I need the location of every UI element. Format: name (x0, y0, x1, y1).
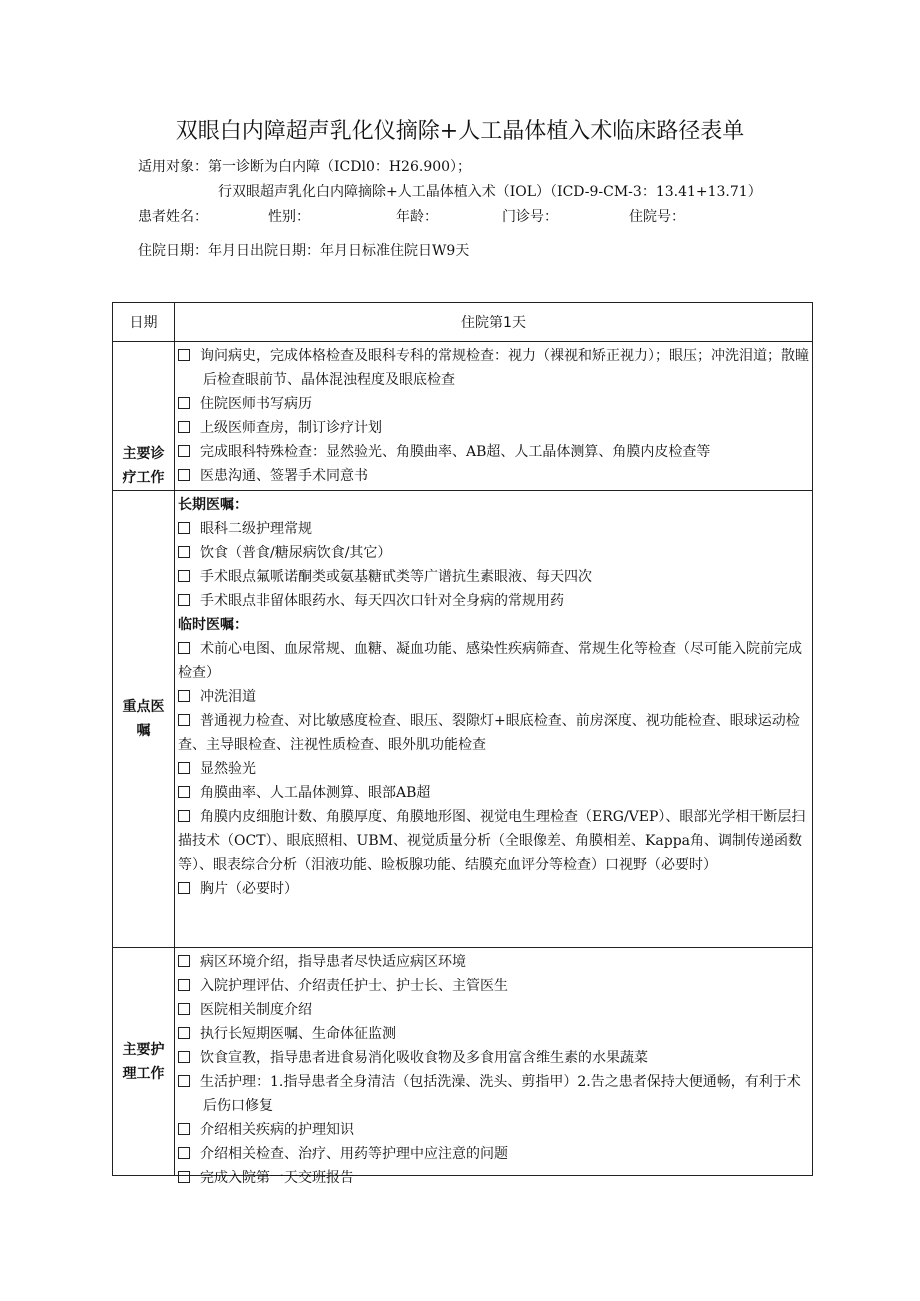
temporary-orders-heading: 临时医嘱： (178, 617, 248, 633)
checkbox-icon[interactable] (178, 546, 190, 558)
nursing-items (175, 948, 812, 1186)
admission-dates: 住院日期：年月日出院日期：年月日标准住院日W9天 (138, 243, 470, 259)
checkbox-icon[interactable] (178, 762, 190, 774)
long-term-orders-heading: 长期医嘱： (178, 497, 248, 513)
list-item: 住院医师书写病历 (178, 392, 810, 416)
list-item: 询问病史，完成体格检查及眼科专科的常规检查：视力（裸视和矫正视力）；眼压；冲洗泪道；散瞳后检查眼前节、晶体混浊程度及眼底检查 (178, 344, 810, 392)
checkbox-icon[interactable] (178, 349, 190, 361)
checkbox-icon[interactable] (178, 979, 190, 991)
list-item: 术前心电图、血尿常规、血糖、凝血功能、感染性疾病筛查、常规生化等检查（尽可能入院前完成检查） (178, 641, 802, 681)
date-column-header: 日期 (113, 303, 175, 342)
list-item: 普通视力检查、对比敏感度检查、眼压、裂隙灯+眼底检查、前房深度、视功能检查、眼球运动检查、主导眼检查、注视性质检查、眼外肌功能检查 (178, 713, 800, 753)
list-item: 介绍相关检查、治疗、用药等护理中应注意的问题 (178, 1142, 810, 1166)
applicable-procedure: 行双眼超声乳化白内障摘除+人工晶体植入术（IOL）（ICD-9-CM-3：13.41+13.71） (218, 184, 762, 200)
list-item: 显然验光 (178, 757, 810, 781)
checkbox-icon[interactable] (178, 445, 190, 457)
list-item: 饮食（普食/糖尿病饮食/其它） (178, 541, 810, 565)
list-item: 生活护理：1.指导患者全身清洁（包括洗澡、洗头、剪指甲）2.告之患者保持大便通畅，有利于术后伤口修复 (178, 1070, 810, 1118)
list-item: 手术眼点非留体眼药水、每天四次口针对全身病的常规用药 (178, 589, 810, 613)
clinical-pathway-table (112, 302, 813, 1186)
diagnosis-section-row (113, 342, 813, 491)
checkbox-icon[interactable] (178, 1147, 190, 1159)
diagnosis-section-label: 主要诊疗工作 (122, 446, 165, 486)
checkbox-icon[interactable] (178, 882, 190, 894)
list-item: 病区环境介绍，指导患者尽快适应病区环境 (178, 950, 810, 974)
list-item: 饮食宣教，指导患者进食易消化吸收食物及多食用富含维生素的水果蔬菜 (178, 1046, 810, 1070)
orders-section-label: 重点医嘱 (122, 699, 165, 739)
age-label: 年龄： (396, 209, 438, 225)
list-item: 入院护理评估、介绍责任护士、护士长、主管医生 (178, 974, 810, 998)
diagnosis-items (175, 342, 812, 490)
checkbox-icon[interactable] (178, 1051, 190, 1063)
orders-items (175, 491, 812, 903)
checkbox-icon[interactable] (178, 1027, 190, 1039)
checkbox-icon[interactable] (178, 1003, 190, 1015)
checkbox-icon[interactable] (178, 421, 190, 433)
checkbox-icon[interactable] (178, 1171, 190, 1183)
list-item: 执行长短期医嘱、生命体征监测 (178, 1022, 810, 1046)
checkbox-icon[interactable] (178, 955, 190, 967)
checkbox-icon[interactable] (178, 570, 190, 582)
orders-section-row (113, 491, 813, 948)
applicable-diagnosis: 适用对象：第一诊断为白内障（ICDl0：H26.900）； (138, 159, 472, 175)
outpatient-no-label: 门诊号： (502, 209, 558, 225)
checkbox-icon[interactable] (178, 690, 190, 702)
list-item: 完成眼科特殊检查：显然验光、角膜曲率、AB超、人工晶体测算、角膜内皮检查等 (178, 440, 810, 464)
checkbox-icon[interactable] (178, 397, 190, 409)
checkbox-icon[interactable] (178, 1123, 190, 1135)
checkbox-icon[interactable] (178, 469, 190, 481)
checkbox-icon[interactable] (178, 594, 190, 606)
list-item: 胸片（必要时） (178, 877, 810, 901)
list-item: 上级医师查房，制订诊疗计划 (178, 416, 810, 440)
list-item: 手术眼点氟哌诺酮类或氨基糖甙类等广谱抗生素眼液、每天四次 (178, 565, 810, 589)
gender-label: 性别： (268, 209, 310, 225)
checkbox-icon[interactable] (178, 810, 190, 822)
list-item: 角膜曲率、人工晶体测算、眼部AB超 (178, 781, 810, 805)
list-item: 完成入院第一天交班报告 (178, 1166, 810, 1190)
page-title: 双眼白内障超声乳化仪摘除+人工晶体植入术临床路径表单 (175, 119, 745, 144)
patient-name-label: 患者姓名： (138, 209, 208, 225)
checkbox-icon[interactable] (178, 1075, 190, 1087)
list-item: 医患沟通、签署手术同意书 (178, 464, 810, 488)
list-item: 介绍相关疾病的护理知识 (178, 1118, 810, 1142)
list-item: 角膜内皮细胞计数、角膜厚度、角膜地形图、视觉电生理检查（ERG/VEP）、眼部光学相干断层扫描技术（OCT）、眼底照相、UBM、视觉质量分析（全眼像差、角膜相差、Kappa角、调制传递函数等）、眼表综合分析（泪液功能、睑板腺功能、结膜充血评分等检查）口视野（必要时） (178, 809, 806, 873)
day-column-header: 住院第1天 (175, 303, 813, 342)
nursing-section-label: 主要护理工作 (122, 1041, 165, 1082)
table-header-row (113, 303, 813, 342)
list-item: 眼科二级护理常规 (178, 517, 810, 541)
checkbox-icon[interactable] (178, 522, 190, 534)
inpatient-no-label: 住院号： (629, 209, 685, 225)
checkbox-icon[interactable] (178, 714, 190, 726)
checkbox-icon[interactable] (178, 642, 190, 654)
nursing-section-row (113, 948, 813, 1176)
list-item: 冲洗泪道 (178, 685, 810, 709)
checkbox-icon[interactable] (178, 786, 190, 798)
list-item: 医院相关制度介绍 (178, 998, 810, 1022)
